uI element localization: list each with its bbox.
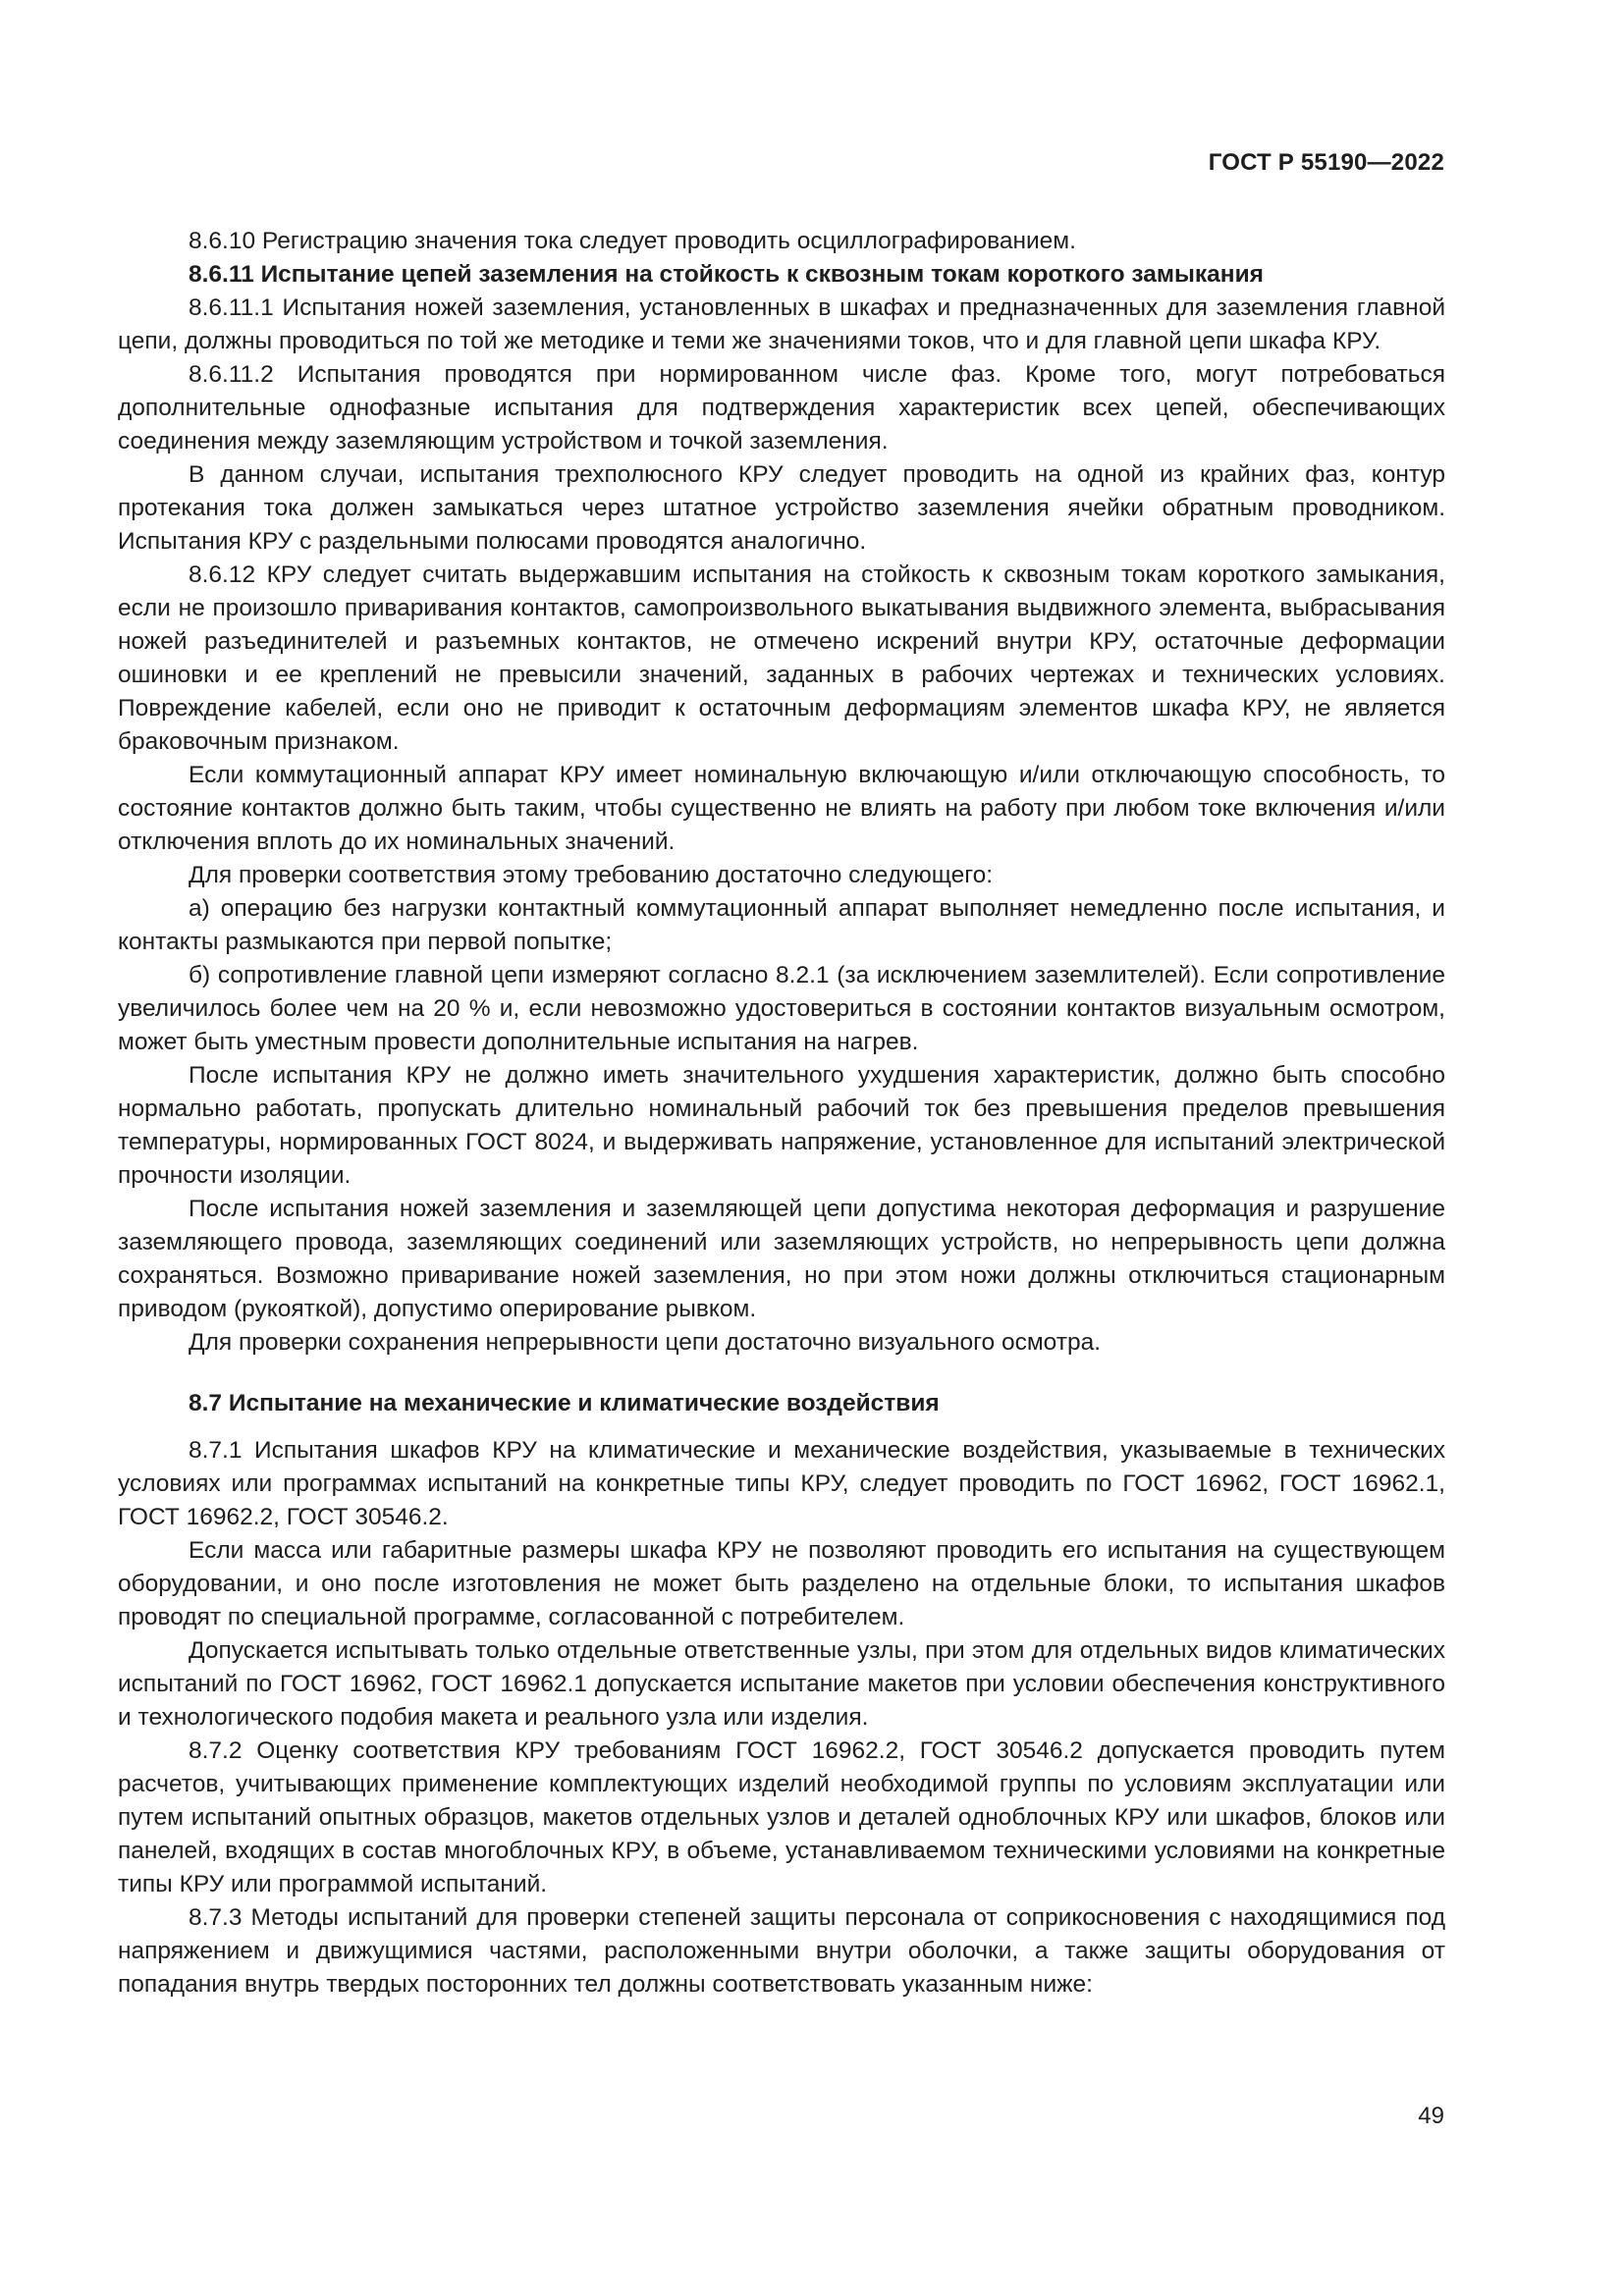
paragraph: Для проверки сохранения непрерывности цепи достаточно визуального осмотра.: [189, 1329, 1102, 1356]
paragraph: После испытания ножей заземления и заземляющей цепи допустима некоторая деформация и разрушение заземляющего провода, заземляющих соединений или заземляющих устройств, но непрерывность цепи должна сохраняться. Возможно приваривание ножей заземления, но при этом ножи должны отключиться стационарным приводом (рукояткой), допустимо оперирование рывком.: [118, 1196, 1445, 1322]
paragraph: В данном случаи, испытания трехполюсного КРУ следует проводить на одной из крайних фаз, контур протекания тока должен замыкаться через штатное устройство заземления ячейки обратным проводником. Испытания КРУ с раздельными полюсами проводятся аналогично.: [118, 461, 1445, 555]
document-body: [118, 225, 1445, 2002]
list-item-b: б) сопротивление главной цепи измеряют согласно 8.2.1 (за исключением заземлителей). Если сопротивление увеличилось более чем на 20 % и, если невозможно удостовериться в состоянии контактов визуальным осмотром, может быть уместным провести дополнительные испытания на нагрев.: [118, 962, 1445, 1055]
paragraph: Допускается испытывать только отдельные ответственные узлы, при этом для отдельных видов климатических испытаний по ГОСТ 16962, ГОСТ 16962.1 допускается испытание макетов при условии обеспечения конструктивного и технологического подобия макета и реального узла или изделия.: [118, 1637, 1445, 1731]
paragraph-8-7-3: 8.7.3 Методы испытаний для проверки степеней защиты персонала от соприкосновения с находящимися под напряжением и движущимися частями, расположенными внутри оболочки, а также защиты оборудования от попадания внутрь твердых посторонних тел должны соответствовать указанным ниже:: [118, 1904, 1445, 1998]
section-heading-8-6-11: 8.6.11 Испытание цепей заземления на стойкость к сквозным токам короткого замыкания: [189, 261, 1264, 288]
paragraph-8-7-2: 8.7.2 Оценку соответствия КРУ требованиям ГОСТ 16962.2, ГОСТ 30546.2 допускается проводить путем расчетов, учитывающих применение комплектующих изделий необходимой группы по условиям эксплуатации или путем испытаний опытных образцов, макетов отдельных узлов и деталей одноблочных КРУ или шкафов, блоков или панелей, входящих в состав многоблочных КРУ, в объеме, устанавливаемом техническими условиями на конкретные типы КРУ или программой испытаний.: [118, 1737, 1445, 1897]
paragraph: После испытания КРУ не должно иметь значительного ухудшения характеристик, должно быть способно нормально работать, пропускать длительно номинальный рабочий ток без превышения пределов превышения температуры, нормированных ГОСТ 8024, и выдерживать напряжение, установленное для испытаний электрической прочности изоляции.: [118, 1062, 1445, 1189]
paragraph-8-6-12: 8.6.12 КРУ следует считать выдержавшим испытания на стойкость к сквозным токам короткого замыкания, если не произошло приваривания контактов, самопроизвольного выкатывания выдвижного элемента, выбрасывания ножей разъединителей и разъемных контактов, не отмечено искрений внутри КРУ, остаточные деформации ошиновки и ее креплений не превысили значений, заданных в рабочих чертежах и технических условиях. Повреждение кабелей, если оно не приводит к остаточным деформациям элементов шкафа КРУ, не является браковочным признаком.: [118, 561, 1445, 755]
section-heading-8-7: 8.7 Испытание на механические и климатические воздействия: [189, 1390, 940, 1416]
page-number: 49: [1418, 2103, 1444, 2129]
list-item-a: а) операцию без нагрузки контактный коммутационный аппарат выполняет немедленно после испытания, и контакты размыкаются при первой попытке;: [118, 895, 1445, 955]
paragraph-8-6-11-1: 8.6.11.1 Испытания ножей заземления, установленных в шкафах и предназначенных для заземления главной цепи, должны проводиться по той же методике и теми же значениями токов, что и для главной цепи шкафа КРУ.: [118, 294, 1445, 354]
paragraph: Если коммутационный аппарат КРУ имеет номинальную включающую и/или отключающую способность, то состояние контактов должно быть таким, чтобы существенно не влиять на работу при любом токе включения и/или отключения вплоть до их номинальных значений.: [118, 762, 1445, 855]
paragraph-8-6-11-2: 8.6.11.2 Испытания проводятся при нормированном числе фаз. Кроме того, могут потребоваться дополнительные однофазные испытания для подтверждения характеристик всех цепей, обеспечивающих соединения между заземляющим устройством и точкой заземления.: [118, 361, 1445, 454]
paragraph-8-6-10: 8.6.10 Регистрацию значения тока следует проводить осциллографированием.: [189, 228, 1076, 254]
paragraph-8-7-1: 8.7.1 Испытания шкафов КРУ на климатические и механические воздействия, указываемые в технических условиях или программах испытаний на конкретные типы КРУ, следует проводить по ГОСТ 16962, ГОСТ 16962.1, ГОСТ 16962.2, ГОСТ 30546.2.: [118, 1437, 1445, 1530]
paragraph: Если масса или габаритные размеры шкафа КРУ не позволяют проводить его испытания на существующем оборудовании, и оно после изготовления не может быть разделено на отдельные блоки, то испытания шкафов проводят по специальной программе, согласованной с потребителем.: [118, 1537, 1445, 1630]
document-header: ГОСТ Р 55190—2022: [1208, 149, 1444, 176]
paragraph: Для проверки соответствия этому требованию достаточно следующего:: [189, 862, 994, 888]
